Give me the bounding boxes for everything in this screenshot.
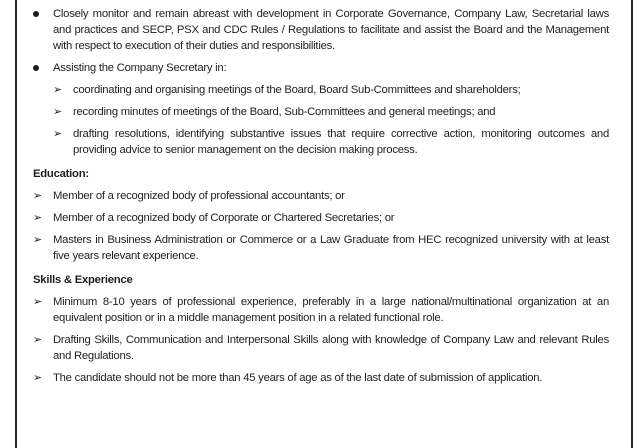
arrow-bullet-icon: ➢ bbox=[53, 128, 63, 140]
sub-list-text: recording minutes of meetings of the Board, Sub-Committees and general meetings; and bbox=[73, 106, 496, 118]
skills-item bbox=[33, 294, 609, 326]
education-heading: Education: bbox=[33, 168, 89, 180]
responsibility-text: Assisting the Company Secretary in: bbox=[53, 62, 227, 74]
bullet-dot-icon bbox=[33, 65, 39, 71]
education-text: Masters in Business Administration or Commerce or a Law Graduate from HEC recognized university with at least five years relevant experience. bbox=[53, 234, 609, 262]
education-item bbox=[33, 188, 609, 204]
sub-list-text: coordinating and organising meetings of the Board, Board Sub-Committees and shareholders; bbox=[73, 84, 521, 96]
sub-list-item bbox=[33, 82, 609, 98]
skills-text: Minimum 8-10 years of professional experience, preferably in a large national/multinational organization at an equivalent position or in a middle management position in a related functional role. bbox=[53, 296, 609, 324]
page-border-right bbox=[631, 0, 633, 448]
sub-list-item bbox=[33, 104, 609, 120]
arrow-bullet-icon: ➢ bbox=[33, 334, 43, 346]
skills-item bbox=[33, 370, 609, 386]
arrow-bullet-icon: ➢ bbox=[33, 212, 43, 224]
arrow-bullet-icon: ➢ bbox=[33, 234, 43, 246]
arrow-bullet-icon: ➢ bbox=[33, 190, 43, 202]
education-text: Member of a recognized body of Corporate or Chartered Secretaries; or bbox=[53, 212, 395, 224]
skills-text: Drafting Skills, Communication and Interpersonal Skills along with knowledge of Company Law and relevant Rules and Regulations. bbox=[53, 334, 609, 362]
arrow-bullet-icon: ➢ bbox=[53, 106, 63, 118]
skills-text: The candidate should not be more than 45 years of age as of the last date of submission of application. bbox=[53, 372, 543, 384]
sub-list-item bbox=[33, 126, 609, 158]
page-border-left bbox=[15, 0, 17, 448]
job-description-document bbox=[33, 6, 609, 392]
bullet-dot-icon bbox=[33, 11, 39, 17]
skills-item bbox=[33, 332, 609, 364]
sub-list-text: drafting resolutions, identifying substantive issues that require corrective action, monitoring outcomes and providing advice to senior management on the decision making process. bbox=[73, 128, 609, 156]
responsibility-text: Closely monitor and remain abreast with development in Corporate Governance, Company Law, Secretarial laws and practices and SECP, PSX and CDC Rules / Regulations to facilitate and assist the Board and the Management with respect to execution of their duties and responsibilities. bbox=[53, 8, 609, 52]
responsibility-item bbox=[33, 60, 609, 76]
education-item bbox=[33, 232, 609, 264]
skills-heading: Skills & Experience bbox=[33, 274, 133, 286]
education-text: Member of a recognized body of professional accountants; or bbox=[53, 190, 345, 202]
arrow-bullet-icon: ➢ bbox=[53, 84, 63, 96]
responsibility-item bbox=[33, 6, 609, 54]
education-item bbox=[33, 210, 609, 226]
arrow-bullet-icon: ➢ bbox=[33, 296, 43, 308]
arrow-bullet-icon: ➢ bbox=[33, 372, 43, 384]
